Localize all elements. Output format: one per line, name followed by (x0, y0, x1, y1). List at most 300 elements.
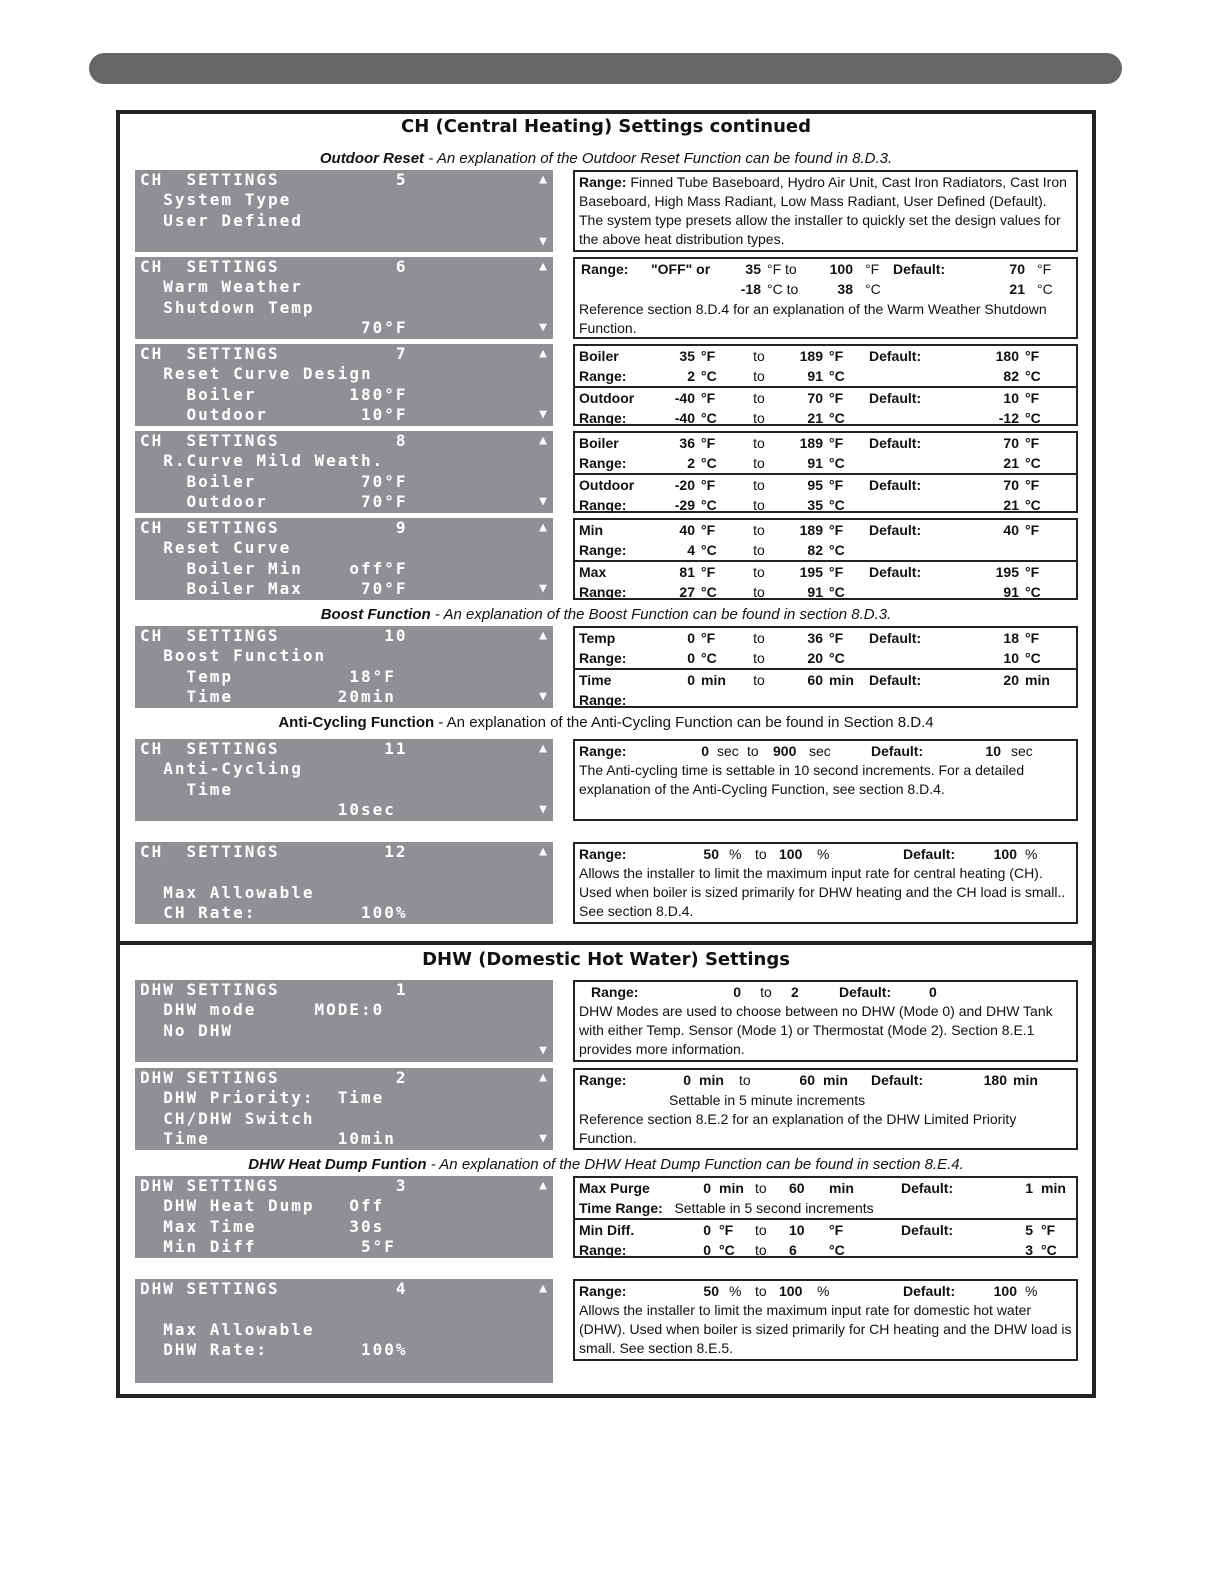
table-cell: Range: (579, 455, 627, 471)
table-cell (977, 540, 1019, 560)
lcd-line: CH SETTINGS 7 (140, 344, 408, 363)
lcd-line: Boiler Max 70°F (140, 579, 408, 598)
table-cell: -12 (998, 410, 1019, 426)
boost-name: Boost Function (320, 606, 431, 623)
table-cell: min (829, 672, 854, 688)
table-cell: Range: (579, 692, 627, 708)
lcd-line: DHW SETTINGS 2 (140, 1068, 408, 1087)
lcd-ch-setting-11 (135, 739, 553, 821)
scroll-up-icon: ▲ (539, 433, 547, 448)
table-row (575, 648, 1076, 668)
info-dhw-setting-4 (573, 1279, 1078, 1361)
table-cell: 195 (799, 564, 823, 580)
table-cell: °C (1025, 497, 1041, 513)
cell: to (747, 743, 759, 759)
table-cell: °C (701, 455, 717, 471)
table-cell: Max (579, 564, 607, 580)
table-cell: to (753, 630, 765, 646)
lcd-dhw-setting-2 (135, 1068, 553, 1150)
heat-dump-name: DHW Heat Dump Funtion (248, 1156, 427, 1173)
lcd-line: DHW SETTINGS 4 (140, 1279, 408, 1298)
table-cell: to (753, 435, 765, 451)
lcd-line: DHW mode MODE:0 (140, 1000, 385, 1019)
table-cell: °F (701, 477, 716, 493)
table-cell: °C (829, 368, 845, 384)
boost-heading (116, 606, 1096, 623)
cell: % (1025, 1283, 1038, 1299)
table-cell: 10 (1003, 390, 1019, 406)
table-row (575, 540, 1076, 560)
table-cell: 189 (799, 522, 823, 538)
header-bar (89, 53, 1122, 84)
table-cell: Range: (579, 650, 627, 666)
table-cell: °F (1025, 564, 1040, 580)
cell: 2 (791, 984, 799, 1000)
table-cell: Default: (869, 348, 922, 364)
table-cell: °F (829, 564, 844, 580)
table-cell: Default: (869, 630, 922, 646)
cell: 60 (799, 1072, 815, 1088)
table-cell: 0 (687, 650, 695, 666)
cell: 0 (733, 984, 741, 1000)
info-text: DHW Modes are used to choose between no DHW (Mode 0) and DHW Tank with either Temp. Sensor (Mode 1) or Thermostat (Mode 2). Section 8.E.1 provides more information. (579, 1003, 1053, 1057)
scroll-up-icon: ▲ (539, 172, 547, 187)
table-cell: °C (701, 497, 717, 513)
lcd-dhw-setting-3 (135, 1176, 553, 1258)
table-cell: °C (829, 542, 845, 558)
table-cell: °C (701, 368, 717, 384)
lcd-line: CH Rate: 100% (140, 903, 408, 922)
info-ch-setting-8 (573, 431, 1078, 513)
cell: Range: (591, 984, 639, 1000)
table-cell: °F (701, 435, 716, 451)
cell: °F (865, 261, 880, 277)
table-row (575, 628, 1076, 648)
table-cell: °C (829, 497, 845, 513)
table-cell: to (753, 348, 765, 364)
cell: °F (719, 1222, 734, 1238)
table-cell: 21 (807, 410, 823, 426)
cell: min (1041, 1180, 1066, 1196)
table-cell: °C (1025, 650, 1041, 666)
lcd-line: Reset Curve Design (140, 364, 373, 383)
cell: 0 (703, 1242, 711, 1258)
lcd-line: CH SETTINGS 5 (140, 170, 408, 189)
cell: °F (1037, 261, 1052, 277)
cell: % (729, 1283, 742, 1299)
lcd-line: Boiler 180°F (140, 385, 408, 404)
table-cell: Boiler (579, 435, 619, 451)
cell: Default: (903, 846, 956, 862)
table-cell (1019, 690, 1053, 710)
cell: 3 (1025, 1242, 1033, 1258)
cell: 0 (703, 1222, 711, 1238)
cell: °C (1041, 1242, 1057, 1258)
table-cell: to (753, 455, 765, 471)
cell: °C (1037, 281, 1053, 297)
table-cell: °F (829, 477, 844, 493)
table-cell: 27 (679, 584, 695, 600)
cell: 0 (683, 1072, 691, 1088)
cell: 1 (1025, 1180, 1033, 1196)
table-cell: °C (829, 410, 845, 426)
table-cell: 91 (807, 455, 823, 471)
cell: Default: (871, 1072, 924, 1088)
cell: 6 (789, 1242, 797, 1258)
table-cell: Default: (869, 477, 922, 493)
info-ch-setting-9 (573, 518, 1078, 600)
scroll-up-icon: ▲ (539, 259, 547, 274)
cell: 50 (703, 1283, 719, 1299)
lcd-line: Time (140, 780, 234, 799)
cell: 180 (983, 1072, 1007, 1088)
anti-cycling-desc: - An explanation of the Anti-Cycling Function can be found in Section 8.D.4 (434, 714, 934, 731)
lcd-ch-setting-9 (135, 518, 553, 600)
table-cell: Boiler (579, 348, 619, 364)
table-cell: to (753, 564, 765, 580)
table-cell: Time (579, 672, 612, 688)
table-cell: Default: (869, 564, 922, 580)
cell: sec (809, 743, 831, 759)
lcd-line: CH/DHW Switch (140, 1109, 315, 1128)
scroll-down-icon: ▼ (539, 494, 547, 509)
table-cell: °F (829, 435, 844, 451)
lcd-ch-setting-12 (135, 842, 553, 924)
lcd-line: User Defined (140, 211, 303, 230)
cell: Default: (901, 1180, 954, 1196)
lcd-line: DHW Rate: 100% (140, 1340, 408, 1359)
heat-dump-desc: - An explanation of the DHW Heat Dump Function can be found in section 8.E.4. (426, 1156, 964, 1173)
table-cell: Outdoor (579, 390, 635, 406)
lcd-line: 10sec (140, 800, 396, 819)
table-cell: Default: (869, 390, 922, 406)
table-cell (869, 453, 977, 473)
table-cell: to (753, 368, 765, 384)
table-cell: °F (1025, 477, 1040, 493)
cell: Range: (579, 1283, 627, 1299)
table-cell: 40 (679, 522, 695, 538)
info-text: The Anti-cycling time is settable in 10 second increments. For a detailed explanation of the Anti-Cycling Function, see section 8.D.4. (579, 762, 1025, 797)
table-cell: Temp (579, 630, 616, 646)
lcd-line: DHW SETTINGS 3 (140, 1176, 408, 1195)
table-cell: °C (829, 455, 845, 471)
scroll-down-icon: ▼ (539, 689, 547, 704)
lcd-dhw-setting-1 (135, 980, 553, 1062)
lcd-line: Warm Weather (140, 277, 303, 296)
cell: % (817, 846, 830, 862)
cell: °C (865, 281, 881, 297)
table-cell (869, 495, 977, 515)
lcd-line: Max Allowable (140, 1320, 315, 1339)
table-cell (977, 690, 1019, 710)
table-cell: to (753, 650, 765, 666)
info-ch-setting-5 (573, 170, 1078, 252)
table-cell (869, 408, 977, 428)
scroll-up-icon: ▲ (539, 520, 547, 535)
scroll-down-icon: ▼ (539, 234, 547, 249)
table-cell: 180 (995, 348, 1019, 364)
lcd-line: CH SETTINGS 8 (140, 431, 408, 450)
lcd-line: Outdoor 10°F (140, 405, 408, 424)
info-note: Settable in 5 minute increments (669, 1092, 866, 1108)
lcd-dhw-setting-4 (135, 1279, 553, 1383)
cell: Range: (579, 743, 627, 759)
table-cell: to (753, 410, 765, 426)
lcd-line: Min Diff 5°F (140, 1237, 396, 1256)
cell: 100 (993, 1283, 1017, 1299)
table-row (575, 386, 1076, 408)
table-cell: 189 (799, 435, 823, 451)
lcd-line: Reset Curve (140, 538, 292, 557)
table-cell: 195 (995, 564, 1019, 580)
table-cell: °F (1025, 435, 1040, 451)
cell: min (1013, 1072, 1038, 1088)
cell: °C (829, 1242, 845, 1258)
table-cell: 18 (1003, 630, 1019, 646)
cell: min (829, 1180, 854, 1196)
cell: % (1025, 846, 1038, 862)
table-cell (869, 366, 977, 386)
info-ch-setting-10 (573, 626, 1078, 708)
cell: % (729, 846, 742, 862)
table-cell: Range: (579, 542, 627, 558)
cell: Range: (579, 1242, 627, 1258)
table-cell: to (753, 542, 765, 558)
table-row (575, 346, 1076, 366)
table-row (575, 495, 1076, 515)
cell: to (760, 984, 772, 1000)
table-cell (869, 648, 977, 668)
cell: min (719, 1180, 744, 1196)
table-cell: 2 (687, 368, 695, 384)
anti-cycling-heading (116, 714, 1096, 731)
cell: sec (717, 743, 739, 759)
cell: 100 (993, 846, 1017, 862)
lcd-ch-setting-10 (135, 626, 553, 708)
table-cell: 10 (1003, 650, 1019, 666)
lcd-line: R.Curve Mild Weath. (140, 451, 385, 470)
cell: to (755, 1222, 767, 1238)
table-cell: 70 (1003, 477, 1019, 493)
cell: Default: (871, 743, 924, 759)
table-cell: Default: (869, 672, 922, 688)
table-cell: 82 (1003, 368, 1019, 384)
table-cell: 91 (807, 584, 823, 600)
table-cell: °C (1025, 368, 1041, 384)
cell: 70 (1009, 261, 1025, 277)
scroll-down-icon: ▼ (539, 1043, 547, 1058)
lcd-line: No DHW (140, 1021, 234, 1040)
table-cell: °C (701, 542, 717, 558)
lcd-line: 70°F (140, 318, 408, 337)
info-ch-setting-12 (573, 842, 1078, 924)
cell: 60 (789, 1180, 805, 1196)
table-cell: 21 (1003, 497, 1019, 513)
table-cell (695, 690, 739, 710)
scroll-down-icon: ▼ (539, 1131, 547, 1146)
table-cell: 189 (799, 348, 823, 364)
table-cell: °F (1025, 348, 1040, 364)
scroll-up-icon: ▲ (539, 1178, 547, 1193)
table-cell: °F (829, 390, 844, 406)
lcd-line: CH SETTINGS 10 (140, 626, 408, 645)
table-cell: 40 (1003, 522, 1019, 538)
scroll-up-icon: ▲ (539, 844, 547, 859)
table-cell: min (701, 672, 726, 688)
lcd-line: Max Allowable (140, 883, 315, 902)
table-row (575, 366, 1076, 386)
cell: 900 (773, 743, 797, 759)
table-cell: °F (1025, 522, 1040, 538)
table-cell: 20 (1003, 672, 1019, 688)
info-text: Reference section 8.D.4 for an explanation of the Warm Weather Shutdown Function. (579, 301, 1047, 336)
cell: to (755, 846, 767, 862)
cell: Max Purge (579, 1180, 650, 1196)
lcd-line: Boiler Min off°F (140, 559, 408, 578)
table-row (575, 690, 1076, 710)
table-row (575, 520, 1076, 540)
table-cell: 21 (1003, 455, 1019, 471)
lcd-line: Temp 18°F (140, 667, 396, 686)
info-ch-setting-6 (573, 257, 1078, 339)
cell: °F (1041, 1222, 1056, 1238)
table-cell: to (753, 522, 765, 538)
cell: Default: (901, 1222, 954, 1238)
lcd-line: CH SETTINGS 12 (140, 842, 408, 861)
scroll-down-icon: ▼ (539, 802, 547, 817)
table-cell (823, 690, 869, 710)
table-cell: 0 (687, 672, 695, 688)
table-cell: 91 (807, 368, 823, 384)
lcd-line: Time 20min (140, 687, 396, 706)
table-cell: °C (829, 650, 845, 666)
info-dhw-setting-3 (573, 1176, 1078, 1258)
table-cell: 95 (807, 477, 823, 493)
table-cell: to (753, 584, 765, 600)
scroll-down-icon: ▼ (539, 320, 547, 335)
table-cell: min (1025, 672, 1050, 688)
table-cell: 36 (807, 630, 823, 646)
boost-desc: - An explanation of the Boost Function can be found in section 8.D.3. (430, 606, 892, 623)
lcd-line: Outdoor 70°F (140, 492, 408, 511)
table-cell: 35 (807, 497, 823, 513)
scroll-up-icon: ▲ (539, 1281, 547, 1296)
cell: Range: (581, 261, 629, 277)
table-cell: -29 (674, 497, 695, 513)
table-cell: °F (829, 348, 844, 364)
table-row (575, 668, 1076, 690)
info-text: Reference section 8.E.2 for an explanation of the DHW Limited Priority Function. (579, 1111, 1017, 1146)
table-cell (779, 690, 823, 710)
table-row (575, 582, 1076, 602)
table-cell: -40 (674, 390, 695, 406)
table-cell: 82 (807, 542, 823, 558)
cell: -18 (740, 281, 761, 297)
info-text: Finned Tube Baseboard, Hydro Air Unit, Cast Iron Radiators, Cast Iron Baseboard, High Mass Radiant, Low Mass Radiant, User Defined (Default). The system type presets allow the installer to quickly set the design values for the above heat distribution types. (579, 174, 1067, 247)
table-cell: °F (1025, 630, 1040, 646)
cell: °F to (767, 261, 797, 277)
table-cell: 70 (807, 390, 823, 406)
lcd-ch-setting-6 (135, 257, 553, 339)
cell: 21 (1009, 281, 1025, 297)
scroll-up-icon: ▲ (539, 1070, 547, 1085)
info-dhw-setting-1 (573, 980, 1078, 1062)
table-cell: °C (1025, 584, 1041, 600)
table-cell (739, 690, 779, 710)
heat-dump-heading (116, 1156, 1096, 1173)
dhw-section-title: DHW (Domestic Hot Water) Settings (422, 949, 790, 970)
cell: Min Diff. (579, 1222, 635, 1238)
cell: 100 (779, 1283, 803, 1299)
scroll-up-icon: ▲ (539, 346, 547, 361)
ch-section-title: CH (Central Heating) Settings continued (400, 116, 812, 137)
table-cell (869, 690, 977, 710)
cell: Default: (839, 984, 892, 1000)
table-cell: °F (701, 630, 716, 646)
table-row (575, 408, 1076, 428)
outdoor-reset-name: Outdoor Reset (319, 150, 425, 167)
cell: 0 (929, 984, 937, 1000)
table-cell (1019, 540, 1053, 560)
scroll-up-icon: ▲ (539, 628, 547, 643)
table-cell: °C (701, 650, 717, 666)
lcd-line: Boiler 70°F (140, 472, 408, 491)
table-cell: °F (1025, 390, 1040, 406)
lcd-line: DHW Heat Dump Off (140, 1196, 385, 1215)
lcd-line: Boost Function (140, 646, 327, 665)
lcd-ch-setting-5 (135, 170, 553, 252)
table-cell: Min (579, 522, 604, 538)
table-cell: °F (829, 630, 844, 646)
lcd-line: DHW Priority: Time (140, 1088, 385, 1107)
range-label: Range: (579, 174, 627, 190)
cell: "OFF" or (651, 261, 711, 277)
cell: Default: (893, 261, 946, 277)
cell: min (823, 1072, 848, 1088)
cell: to (755, 1283, 767, 1299)
table-cell: °C (1025, 455, 1041, 471)
info-ch-setting-7 (573, 344, 1078, 426)
cell: 0 (703, 1180, 711, 1196)
cell: Range: (579, 846, 627, 862)
table-cell: °F (829, 522, 844, 538)
table-row (575, 560, 1076, 582)
table-cell: 35 (679, 348, 695, 364)
table-row (575, 433, 1076, 453)
table-cell: 91 (1003, 584, 1019, 600)
table-cell: 60 (807, 672, 823, 688)
table-cell: Range: (579, 497, 627, 513)
section-divider (116, 941, 1096, 945)
cell: % (817, 1283, 830, 1299)
cell: to (739, 1072, 751, 1088)
cell: Default: (903, 1283, 956, 1299)
lcd-line: Shutdown Temp (140, 298, 315, 317)
cell: Time Range: (579, 1200, 663, 1216)
table-cell: 20 (807, 650, 823, 666)
table-cell: Range: (579, 410, 627, 426)
lcd-ch-setting-7 (135, 344, 553, 426)
cell: 0 (701, 743, 709, 759)
info-text: Allows the installer to limit the maximum input rate for central heating (CH). Used when boiler is sized primarily for DHW heating and the CH load is small.. See section 8.D.4. (579, 865, 1066, 919)
lcd-line: System Type (140, 190, 292, 209)
table-cell: to (753, 672, 765, 688)
cell: sec (1011, 743, 1033, 759)
table-cell: 70 (1003, 435, 1019, 451)
table-cell: 2 (687, 455, 695, 471)
lcd-line: CH SETTINGS 11 (140, 739, 408, 758)
table-cell: Outdoor (579, 477, 635, 493)
